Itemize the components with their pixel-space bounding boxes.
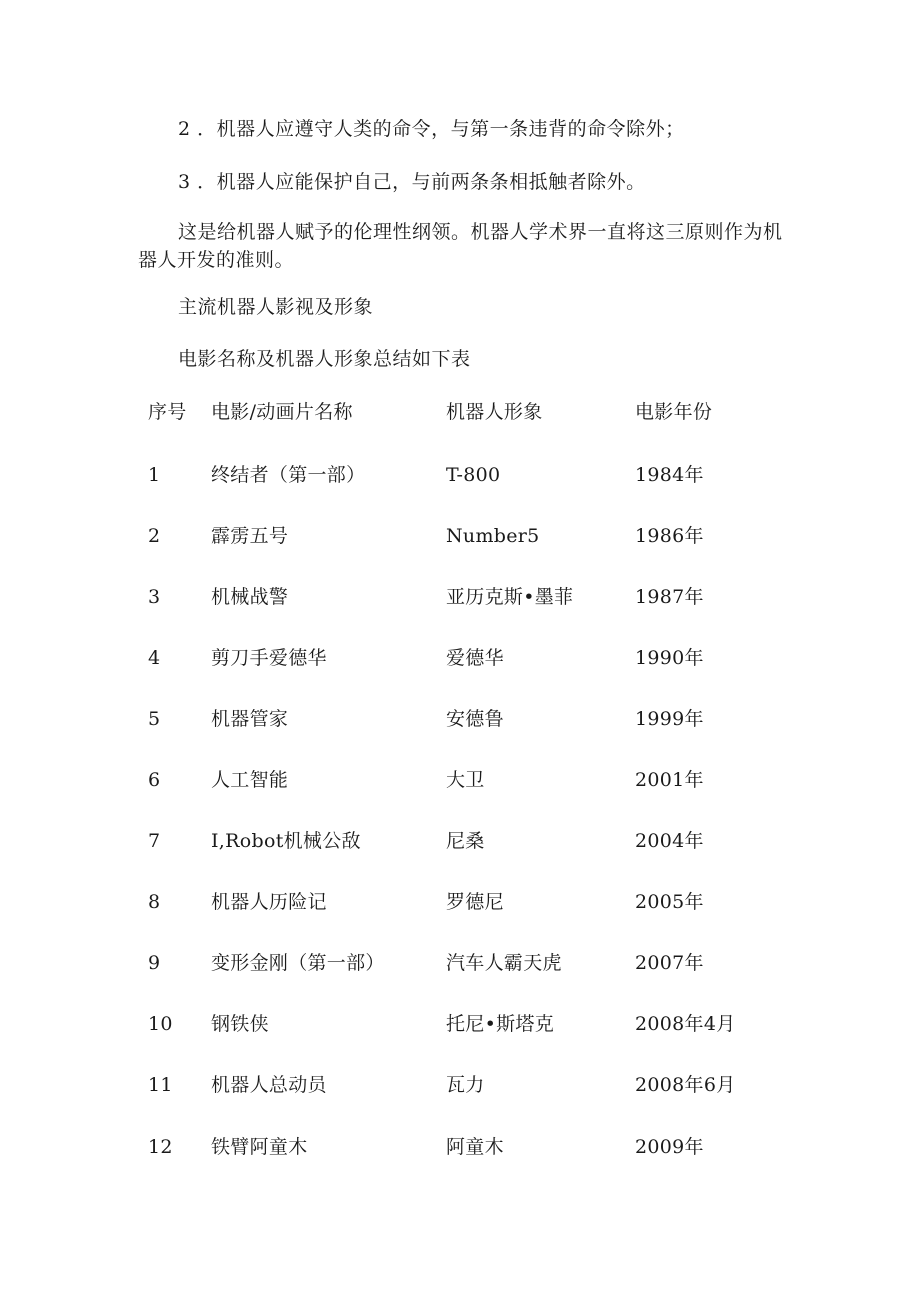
cell-title: 终结者（第一部）: [211, 464, 366, 486]
table-row: [0, 704, 920, 734]
cell-title: 机器管家: [211, 708, 289, 730]
cell-title: 机器人总动员: [211, 1074, 327, 1096]
cell-title: 机械战警: [211, 586, 289, 608]
cell-title: 变形金刚（第一部）: [211, 952, 385, 974]
cell-no: 11: [148, 1074, 173, 1096]
table-row: [0, 582, 920, 612]
table-row: [0, 1009, 920, 1039]
cell-no: 7: [148, 830, 161, 852]
table-row: [0, 643, 920, 673]
table-row: [0, 765, 920, 795]
cell-no: 2: [148, 525, 161, 547]
cell-title: I,Robot机械公敌: [211, 830, 361, 852]
cell-robot: T-800: [446, 464, 501, 486]
cell-no: 3: [148, 586, 161, 608]
cell-title: 铁臂阿童木: [211, 1136, 308, 1158]
table-row: [0, 826, 920, 856]
table-header-row: [0, 397, 920, 427]
table-intro: 电影名称及机器人形象总结如下表: [178, 348, 471, 370]
table-row: [0, 460, 920, 490]
cell-year: 2008年6月: [635, 1074, 736, 1096]
paragraph-rule-2: 2 ．机器人应遵守人类的命令，与第一条违背的命令除外；: [178, 118, 685, 140]
table-row: [0, 887, 920, 917]
cell-year: 2008年4月: [635, 1013, 736, 1035]
cell-title: 机器人历险记: [211, 891, 327, 913]
cell-no: 6: [148, 769, 161, 791]
cell-no: 9: [148, 952, 161, 974]
header-year: 电影年份: [635, 401, 713, 423]
cell-robot: 汽车人霸天虎: [446, 952, 562, 974]
cell-robot: 罗德尼: [446, 891, 504, 913]
cell-robot: Number5: [446, 525, 540, 547]
cell-robot: 安德鲁: [446, 708, 504, 730]
cell-year: 1986年: [635, 525, 704, 547]
cell-robot: 瓦力: [446, 1074, 485, 1096]
cell-year: 2005年: [635, 891, 704, 913]
cell-year: 2004年: [635, 830, 704, 852]
cell-robot: 爱德华: [446, 647, 504, 669]
cell-year: 1990年: [635, 647, 704, 669]
header-robot: 机器人形象: [446, 401, 543, 423]
paragraph-rule-3: 3 ．机器人应能保护自己，与前两条条相抵触者除外。: [178, 171, 646, 193]
cell-no: 5: [148, 708, 161, 730]
cell-robot: 大卫: [446, 769, 485, 791]
table-row: [0, 948, 920, 978]
cell-title: 霹雳五号: [211, 525, 289, 547]
cell-year: 2001年: [635, 769, 704, 791]
table-row: [0, 1070, 920, 1100]
paragraph-ethics: 这是给机器人赋予的伦理性纲领。机器人学术界一直将这三原则作为机器人开发的准则。: [138, 221, 783, 271]
header-no: 序号: [148, 401, 187, 423]
cell-robot: 托尼•斯塔克: [446, 1013, 555, 1035]
cell-robot: 阿童木: [446, 1136, 504, 1158]
cell-robot: 尼桑: [446, 830, 485, 852]
cell-no: 8: [148, 891, 161, 913]
cell-no: 4: [148, 647, 161, 669]
section-heading: 主流机器人影视及形象: [178, 296, 374, 318]
cell-year: 1999年: [635, 708, 704, 730]
cell-no: 12: [148, 1136, 173, 1158]
cell-no: 10: [148, 1013, 173, 1035]
table-row: [0, 521, 920, 551]
cell-title: 剪刀手爱德华: [211, 647, 327, 669]
cell-title: 钢铁侠: [211, 1013, 269, 1035]
header-title: 电影/动画片名称: [211, 401, 353, 423]
cell-year: 2009年: [635, 1136, 704, 1158]
cell-year: 2007年: [635, 952, 704, 974]
cell-year: 1987年: [635, 586, 704, 608]
cell-robot: 亚历克斯•墨菲: [446, 586, 574, 608]
cell-no: 1: [148, 464, 161, 486]
cell-title: 人工智能: [211, 769, 289, 791]
cell-year: 1984年: [635, 464, 704, 486]
table-row: [0, 1132, 920, 1162]
